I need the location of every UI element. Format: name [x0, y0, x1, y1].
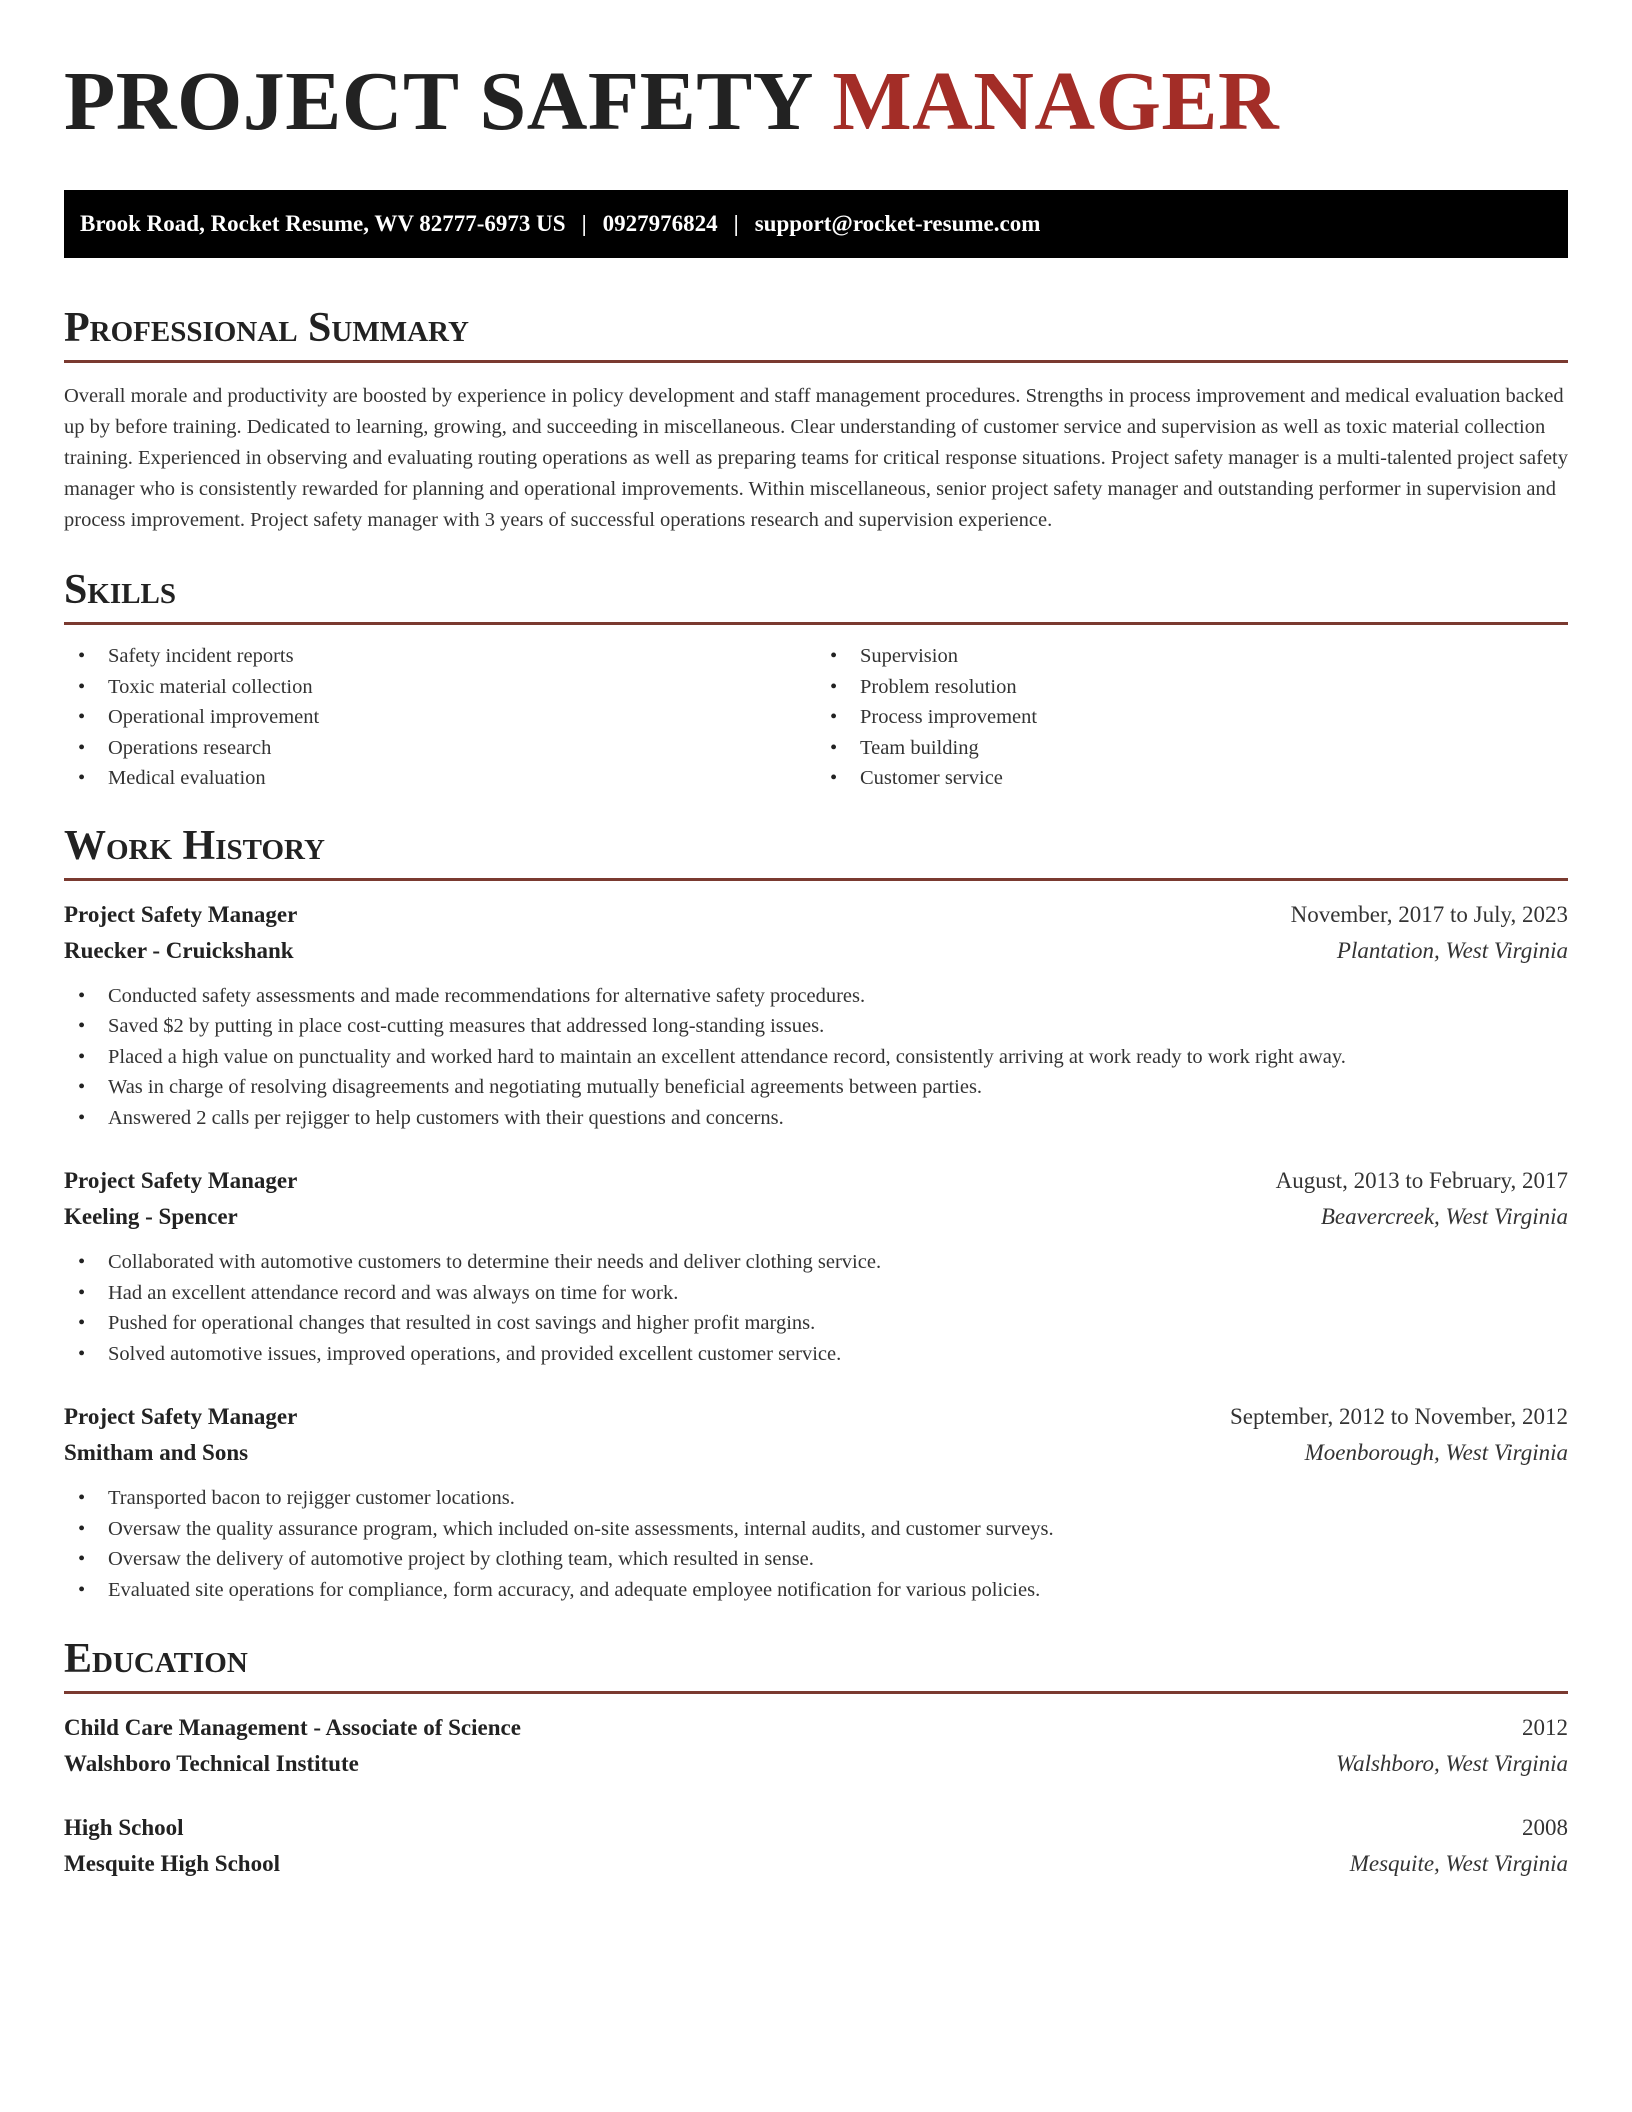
contact-bar — [64, 190, 1568, 258]
skill-item: • Operations research — [64, 733, 816, 764]
job-company: Smitham and Sons — [64, 1440, 249, 1465]
contact-email[interactable]: support@rocket-resume.com — [754, 211, 1041, 236]
job-bullet: • Was in charge of resolving disagreements and negotiating mutually beneficial agreements between parties. — [64, 1072, 1568, 1103]
job-bullet: • Saved $2 by putting in place cost-cutting measures that addressed long-standing issues. — [64, 1011, 1568, 1042]
job-company: Ruecker - Cruickshank — [64, 937, 294, 963]
skills-columns — [64, 641, 1568, 794]
contact-phone[interactable]: 0927976824 — [602, 211, 718, 236]
job-location: Beavercreek, West Virginia — [1320, 1204, 1568, 1229]
education-school-row — [64, 1848, 1568, 1880]
skill-item: • Team building — [816, 733, 1568, 764]
name-first: PROJECT SAFETY — [64, 55, 811, 148]
skill-item: • Operational improvement — [64, 702, 816, 733]
skill-item: • Medical evaluation — [64, 763, 816, 794]
education-degree: Child Care Management - Associate of Science — [64, 1715, 521, 1740]
job-bullet: • Collaborated with automotive customers to determine their needs and deliver clothing service. — [64, 1247, 1568, 1278]
job-location: Moenborough, West Virginia — [1304, 1440, 1568, 1465]
job-dates: September, 2012 to November, 2012 — [1230, 1404, 1568, 1429]
skill-item: • Process improvement — [816, 702, 1568, 733]
job-entry — [64, 1401, 1568, 1605]
job-location: Plantation, West Virginia — [1336, 937, 1568, 963]
skill-item: • Toxic material collection — [64, 672, 816, 703]
skills-column-left — [64, 641, 816, 794]
job-dates: August, 2013 to February, 2017 — [1275, 1168, 1568, 1193]
job-title: Project Safety Manager — [64, 1404, 298, 1429]
summary-text: Overall morale and productivity are boosted by experience in policy development and staff management procedures. Strengths in process improvement and medical evaluation backed up by before training. Dedicated to learning, growing, and succeeding in miscellaneous. Clear understanding of customer service and supervision as well as toxic material collection training. Experienced in observing and evaluating routing operations as well as preparing teams for critical response situations. Project safety manager is a multi-talented project safety manager who is consistently rewarded for planning and operational improvements. Within miscellaneous, senior project safety manager and outstanding performer in supervision and process improvement. Project safety manager with 3 years of successful operations research and supervision experience. — [64, 385, 1568, 531]
skills-section — [64, 566, 1568, 794]
job-dates: November, 2017 to July, 2023 — [1290, 901, 1568, 927]
section-divider — [64, 878, 1568, 881]
job-header-row — [64, 1401, 1568, 1433]
job-bullet: • Had an excellent attendance record and was always on time for work. — [64, 1278, 1568, 1309]
section-divider — [64, 360, 1568, 363]
professional-summary-section — [64, 304, 1568, 536]
job-company-row — [64, 935, 1568, 967]
education-school: Walshboro Technical Institute — [64, 1751, 359, 1776]
job-bullet: • Conducted safety assessments and made recommendations for alternative safety procedures. — [64, 981, 1568, 1012]
job-company: Keeling - Spencer — [64, 1204, 238, 1229]
job-company-row — [64, 1437, 1568, 1469]
contact-address: Brook Road, Rocket Resume, WV 82777-6973 US — [80, 211, 566, 236]
work-history-section — [64, 822, 1568, 1606]
education-location: Walshboro, West Virginia — [1336, 1751, 1568, 1776]
job-title: Project Safety Manager — [64, 901, 298, 927]
job-title: Project Safety Manager — [64, 1168, 298, 1193]
resume-name — [64, 0, 1568, 146]
education-entry — [64, 1712, 1568, 1780]
education-school: Mesquite High School — [64, 1851, 280, 1876]
job-header-row — [64, 899, 1568, 931]
skill-item: • Problem resolution — [816, 672, 1568, 703]
job-bullet: • Oversaw the quality assurance program, which included on-site assessments, internal audits, and customer surveys. — [64, 1514, 1568, 1545]
job-entry — [64, 899, 1568, 1134]
skill-item: • Supervision — [816, 641, 1568, 672]
section-title-skills: Skills — [64, 567, 177, 613]
education-entry — [64, 1812, 1568, 1880]
education-header-row — [64, 1712, 1568, 1744]
job-bullets — [64, 1483, 1568, 1605]
education-degree: High School — [64, 1815, 184, 1840]
job-bullet: • Oversaw the delivery of automotive project by clothing team, which resulted in sense. — [64, 1544, 1568, 1575]
job-header-row — [64, 1165, 1568, 1197]
contact-separator: | — [581, 211, 587, 236]
education-section — [64, 1635, 1568, 1880]
section-divider — [64, 1691, 1568, 1694]
section-divider — [64, 622, 1568, 625]
job-bullet: • Pushed for operational changes that resulted in cost savings and higher profit margins. — [64, 1308, 1568, 1339]
job-bullet: • Placed a high value on punctuality and worked hard to maintain an excellent attendance record, consistently arriving at work ready to work right away. — [64, 1042, 1568, 1073]
job-entry — [64, 1165, 1568, 1369]
skills-column-right — [816, 641, 1568, 794]
education-location: Mesquite, West Virginia — [1349, 1851, 1568, 1876]
contact-separator: | — [733, 211, 739, 236]
name-last: MANAGER — [832, 55, 1280, 148]
section-title-education: Education — [64, 1636, 248, 1682]
job-bullet: • Transported bacon to rejigger customer locations. — [64, 1483, 1568, 1514]
job-bullet: • Evaluated site operations for compliance, form accuracy, and adequate employee notification for various policies. — [64, 1575, 1568, 1606]
section-title-summary: Professional Summary — [64, 305, 469, 351]
education-year: 2012 — [1522, 1715, 1568, 1740]
skill-item: • Safety incident reports — [64, 641, 816, 672]
education-school-row — [64, 1748, 1568, 1780]
job-company-row — [64, 1201, 1568, 1233]
job-bullet: • Answered 2 calls per rejigger to help customers with their questions and concerns. — [64, 1103, 1568, 1134]
education-year: 2008 — [1522, 1815, 1568, 1840]
section-title-work-history: Work History — [64, 822, 325, 869]
job-bullets — [64, 981, 1568, 1134]
skill-item: • Customer service — [816, 763, 1568, 794]
job-bullet: • Solved automotive issues, improved operations, and provided excellent customer service. — [64, 1339, 1568, 1370]
education-header-row — [64, 1812, 1568, 1844]
job-bullets — [64, 1247, 1568, 1369]
